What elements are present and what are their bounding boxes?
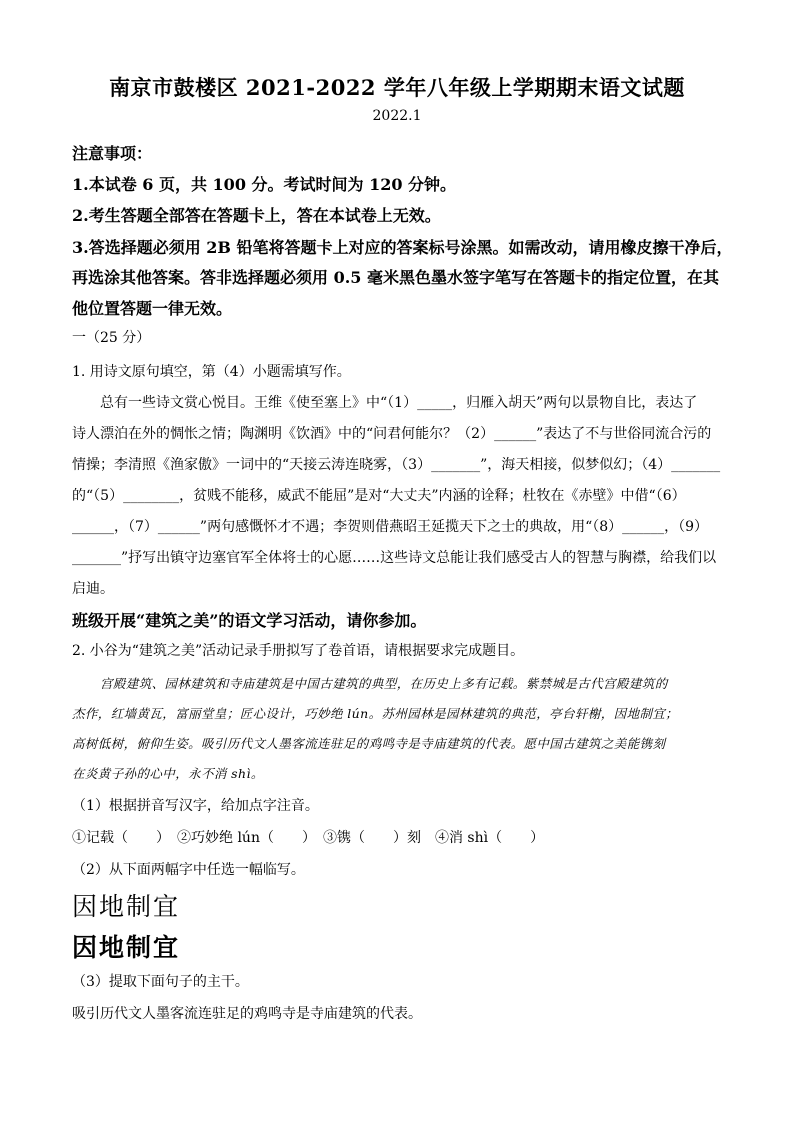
- question-1-line-1: 总有一些诗文赏心悦目。王维《使至塞上》中“（1）_____，归雁入胡天”两句以景物自比，表达了: [100, 395, 698, 411]
- page-title: 南京市鼓楼区 2021-2022 学年八年级上学期期末语文试题: [109, 75, 685, 100]
- calligraphy-sample-2: 因地制宜: [72, 933, 181, 962]
- question-2-sentence: 吸引历代文人墨客流连驻足的鸡鸣寺是寺庙建筑的代表。: [72, 1006, 422, 1022]
- activity-heading: 班级开展“建筑之美”的语文学习活动，请你参加。: [72, 611, 427, 630]
- question-2-sub-2: （2）从下面两幅字中任选一幅临写。: [72, 862, 305, 878]
- exam-date: 2022.1: [372, 108, 422, 124]
- notice-item-1: 1.本试卷 6 页，共 100 分。考试时间为 120 分钟。: [72, 175, 457, 194]
- preface-line-1: 宫殿建筑、园林建筑和寺庙建筑是中国古建筑的典型，在历史上多有记载。紫禁城是古代宫殿建筑的: [100, 676, 668, 691]
- notice-item-2: 2.考生答题全部答在答题卡上，答在本试卷上无效。: [72, 206, 441, 225]
- question-1-line-7: 启迪。: [72, 581, 114, 597]
- question-2-sub-3: （3）提取下面句子的主干。: [72, 974, 249, 990]
- notice-item-3-line-2: 再选涂其他答案。答非选择题必须用 0.5 毫米黑色墨水签字笔写在答题卡的指定位置，在其: [72, 268, 719, 287]
- section-heading-1: 一（25 分）: [72, 330, 151, 346]
- question-1-line-4: 的“（5）________，贫贱不能移，威武不能屈”是对“大丈夫”内涵的诠释；杜牧在《赤壁》中借“（6）: [72, 488, 686, 504]
- question-1-line-2: 诗人漂泊在外的惆怅之情；陶渊明《饮酒》中的“问君何能尔？（2）______”表达了不与世俗同流合污的: [72, 426, 712, 442]
- notice-heading: 注意事项：: [72, 144, 153, 163]
- question-1-line-3: 情操；李清照《渔家傲》一词中的“天接云涛连晓雾，（3）_______”，海天相接，似梦似幻；（4）_______: [72, 457, 721, 473]
- notice-item-3-line-1: 3.答选择题必须用 2B 铅笔将答题卡上对应的答案标号涂黑。如需改动，请用橡皮擦干净后，: [72, 238, 733, 257]
- preface-line-3: 高树低树，俯仰生姿。吸引历代文人墨客流连驻足的鸡鸣寺是寺庙建筑的代表。愿中国古建筑之美能镌刻: [72, 736, 666, 751]
- question-2-sub-1: （1）根据拼音写汉字，给加点字注音。: [72, 798, 319, 814]
- question-2-sub-1-items: ①记载（ ） ②巧妙绝 lún（ ） ③镌（ ）刻 ④消 shì（ ）: [72, 830, 545, 846]
- preface-line-2: 杰作，红墙黄瓦，富丽堂皇；匠心设计，巧妙绝 lún。苏州园林是园林建筑的典范，亭台轩榭，因地制宜；: [72, 706, 679, 721]
- calligraphy-sample-1: 因地制宜: [72, 894, 181, 921]
- notice-item-3-line-3: 他位置答题一律无效。: [72, 299, 233, 318]
- question-2-stem: 2. 小谷为“建筑之美”活动记录手册拟写了卷首语，请根据要求完成题目。: [72, 643, 525, 659]
- preface-line-4: 在炎黄子孙的心中，永不消 shì。: [72, 766, 264, 781]
- question-1-stem: 1. 用诗文原句填空，第（4）小题需填写作。: [72, 364, 351, 380]
- question-1-line-5: ______，（7）______”两句感慨怀才不遇；李贺则借燕昭王延揽天下之士的典故，用“（8）______，（9）: [72, 519, 709, 535]
- question-1-line-6: _______”抒写出镇守边塞官军全体将士的心愿……这些诗文总能让我们感受古人的智慧与胸襟，给我们以: [72, 550, 717, 566]
